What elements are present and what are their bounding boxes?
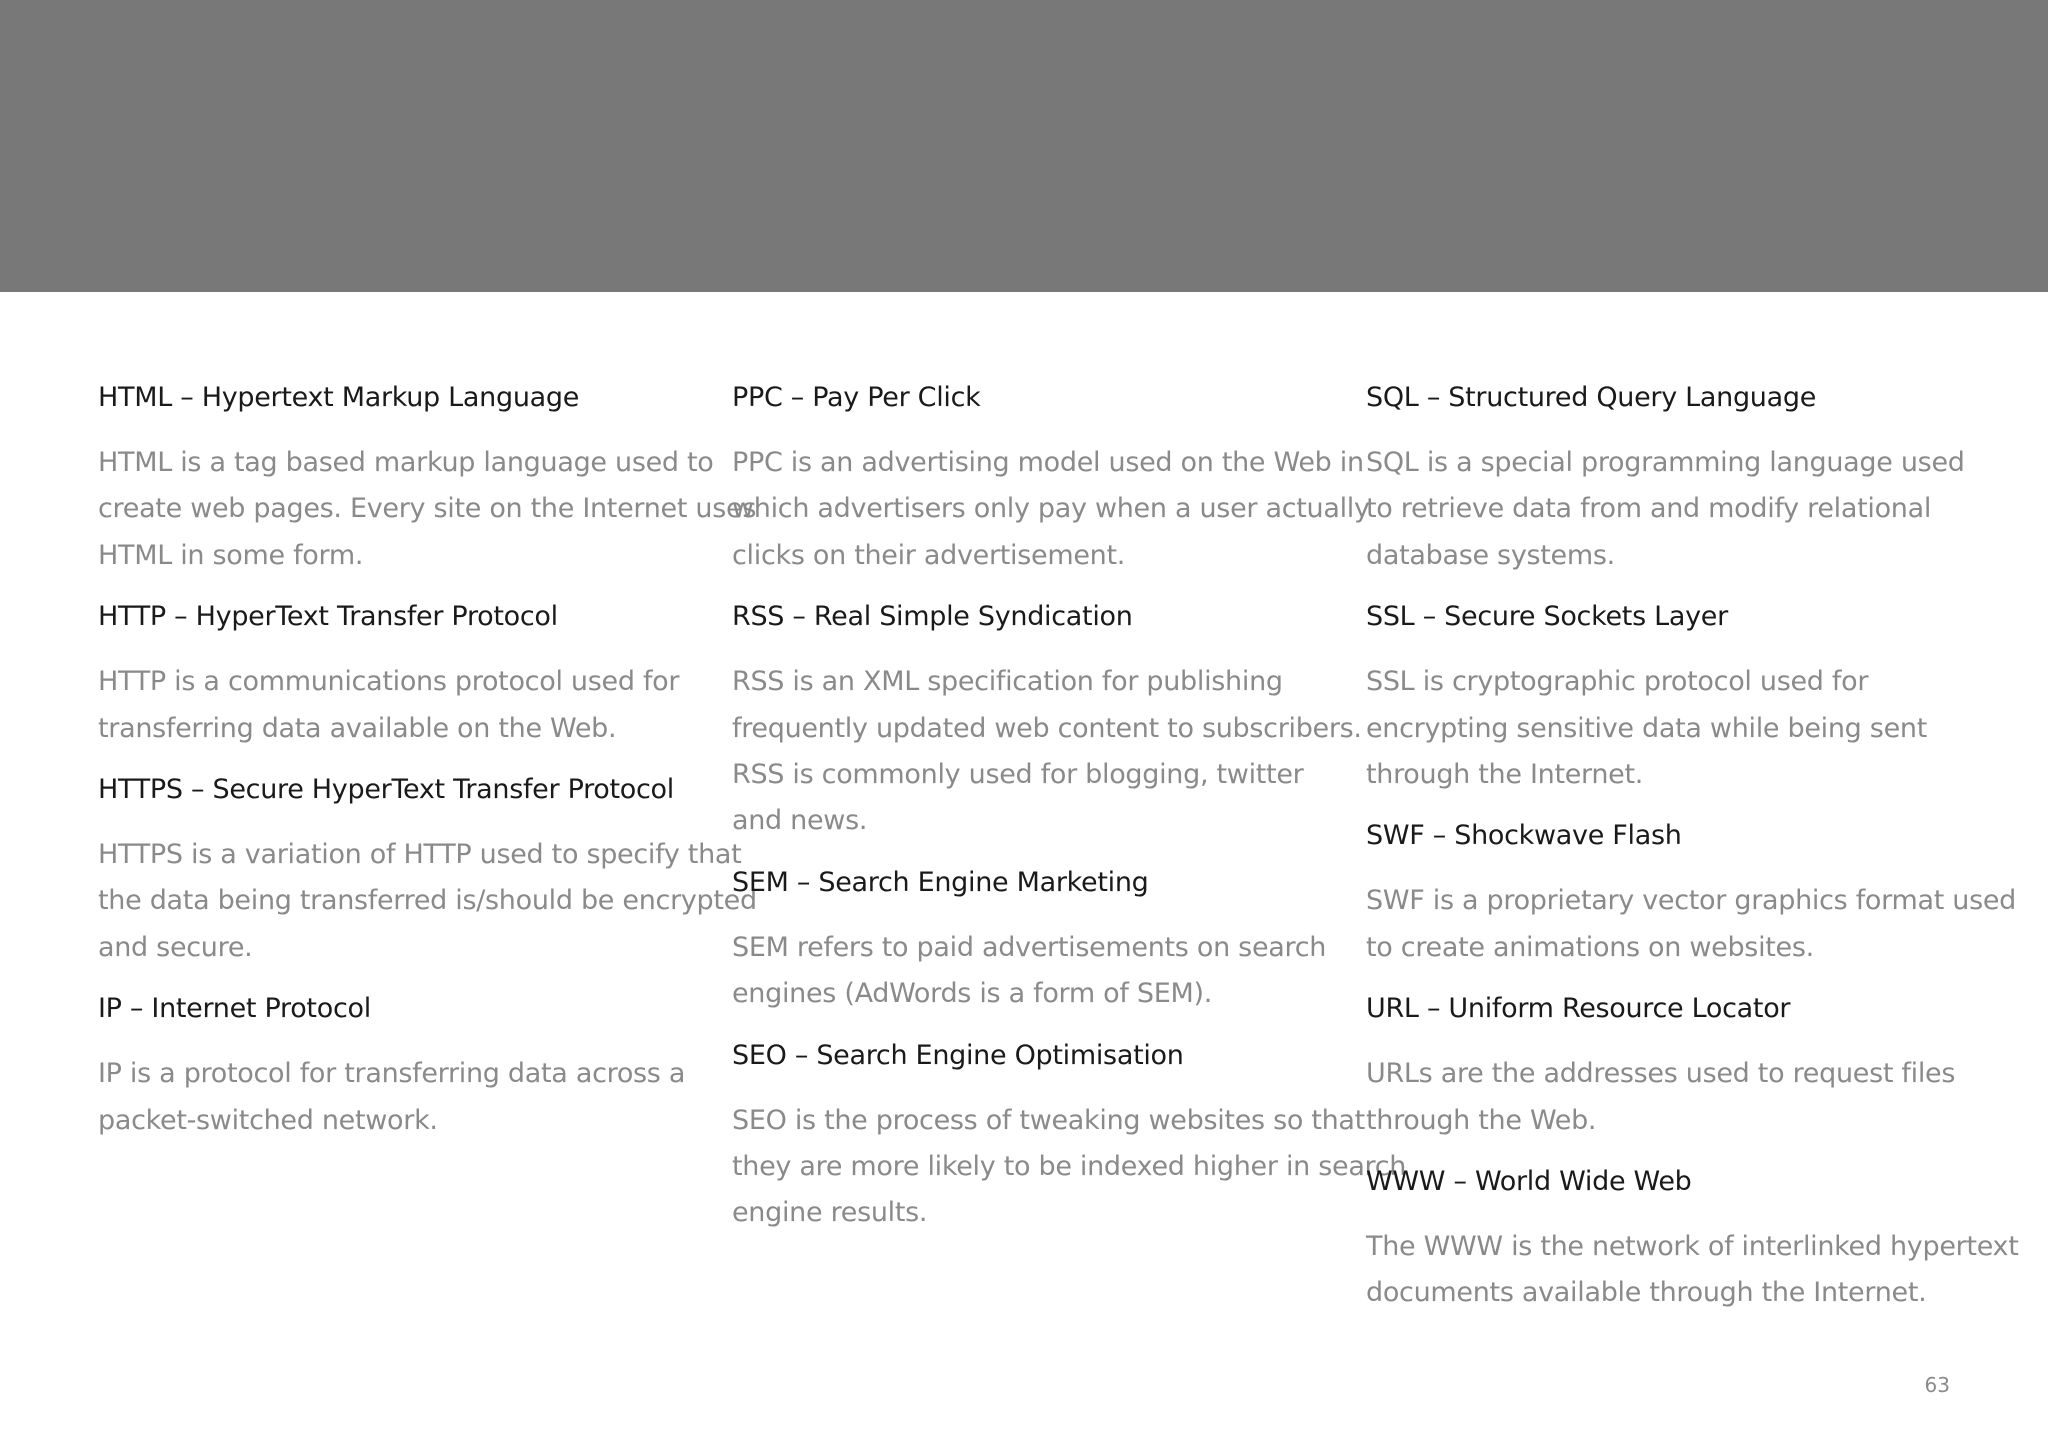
term-heading: SWF – Shockwave Flash (1366, 820, 1682, 852)
term-heading: URL – Uniform Resource Locator (1366, 993, 1791, 1025)
definition-line: engine results. (732, 1197, 928, 1229)
definition-line: HTML in some form. (98, 539, 364, 571)
glossary-entry-rss (732, 597, 1362, 845)
term-definition (732, 925, 1332, 1018)
definition-line: through the Internet. (1366, 759, 1644, 791)
glossary-column-1 (98, 378, 757, 1162)
definition-line: SSL is cryptographic protocol used for (1366, 666, 1869, 698)
glossary-entry-ssl (1366, 597, 1966, 798)
definition-line: SEO is the process of tweaking websites so that (732, 1104, 1365, 1136)
glossary-entry-sql (1366, 378, 1966, 579)
definition-line: which advertisers only pay when a user actually (732, 493, 1370, 525)
term-definition (1366, 878, 2016, 971)
definition-line: RSS is commonly used for blogging, twitter (732, 759, 1304, 791)
glossary-entry-seo (732, 1036, 1407, 1237)
page-number: 63 (1924, 1373, 1950, 1397)
definition-line: and secure. (98, 931, 253, 963)
definition-line: documents available through the Internet. (1366, 1277, 1927, 1309)
definition-line: through the Web. (1366, 1104, 1597, 1136)
term-definition (732, 659, 1362, 845)
term-definition (1366, 440, 1966, 579)
definition-line: PPC is an advertising model used on the Web in (732, 447, 1364, 478)
definition-line: SEM refers to paid advertisements on search (732, 931, 1327, 963)
definition-line: HTTP is a communications protocol used for (98, 666, 680, 698)
definition-line: transferring data available on the Web. (98, 712, 617, 744)
term-heading: PPC – Pay Per Click (732, 382, 981, 413)
term-heading: HTML – Hypertext Markup Language (98, 382, 580, 413)
term-heading: HTTPS – Secure HyperText Transfer Protocol (98, 774, 674, 806)
glossary-entry-ppc (732, 378, 1370, 579)
term-heading: SSL – Secure Sockets Layer (1366, 601, 1728, 633)
definition-line: frequently updated web content to subscribers. (732, 712, 1362, 744)
glossary-entry-sem (732, 863, 1332, 1018)
term-heading: RSS – Real Simple Syndication (732, 601, 1133, 633)
term-definition (98, 659, 698, 752)
definition-line: IP is a protocol for transferring data across a (98, 1058, 686, 1090)
definition-line: create web pages. Every site on the Internet uses (98, 493, 757, 525)
term-definition (1366, 1224, 2019, 1317)
glossary-entry-swf (1366, 816, 2016, 971)
term-heading: WWW – World Wide Web (1366, 1166, 1692, 1198)
term-heading: HTTP – HyperText Transfer Protocol (98, 601, 558, 633)
definition-line: the data being transferred is/should be encrypted (98, 885, 757, 917)
glossary-entry-www (1366, 1162, 2019, 1317)
term-definition (732, 440, 1370, 579)
definition-line: RSS is an XML specification for publishing (732, 666, 1283, 698)
glossary-entry-ip (98, 989, 698, 1144)
term-definition (732, 1098, 1407, 1237)
definition-line: SWF is a proprietary vector graphics format used (1366, 885, 2016, 917)
definition-line: HTML is a tag based markup language used to (98, 447, 714, 478)
definition-line: clicks on their advertisement. (732, 539, 1126, 571)
glossary-column-3 (1366, 378, 2019, 1335)
definition-line: encrypting sensitive data while being sent (1366, 712, 1927, 744)
definition-line: database systems. (1366, 539, 1615, 571)
term-heading: SQL – Structured Query Language (1366, 382, 1817, 413)
definition-line: they are more likely to be indexed higher in search (732, 1151, 1407, 1183)
definition-line: and news. (732, 805, 868, 837)
definition-line: The WWW is the network of interlinked hypertext (1366, 1231, 2019, 1263)
glossary-entry-url (1366, 989, 1966, 1144)
term-heading: IP – Internet Protocol (98, 993, 371, 1025)
term-definition (1366, 1051, 1966, 1144)
definition-line: HTTPS is a variation of HTTP used to specify that (98, 839, 742, 871)
definition-line: SQL is a special programming language used (1366, 447, 1965, 478)
term-definition (98, 1051, 698, 1144)
header-band (0, 0, 2048, 292)
term-heading: SEM – Search Engine Marketing (732, 866, 1149, 898)
glossary-entry-https (98, 770, 757, 971)
definition-line: to create animations on websites. (1366, 931, 1814, 963)
glossary-column-2 (732, 378, 1407, 1255)
term-definition (1366, 659, 1966, 798)
glossary-entry-html (98, 378, 757, 579)
definition-line: packet-switched network. (98, 1104, 438, 1136)
term-definition (98, 440, 757, 579)
term-definition (98, 832, 757, 971)
definition-line: to retrieve data from and modify relational (1366, 493, 1932, 525)
term-heading: SEO – Search Engine Optimisation (732, 1039, 1184, 1071)
definition-line: engines (AdWords is a form of SEM). (732, 978, 1212, 1010)
definition-line: URLs are the addresses used to request files (1366, 1058, 1956, 1090)
glossary-entry-http (98, 597, 698, 752)
